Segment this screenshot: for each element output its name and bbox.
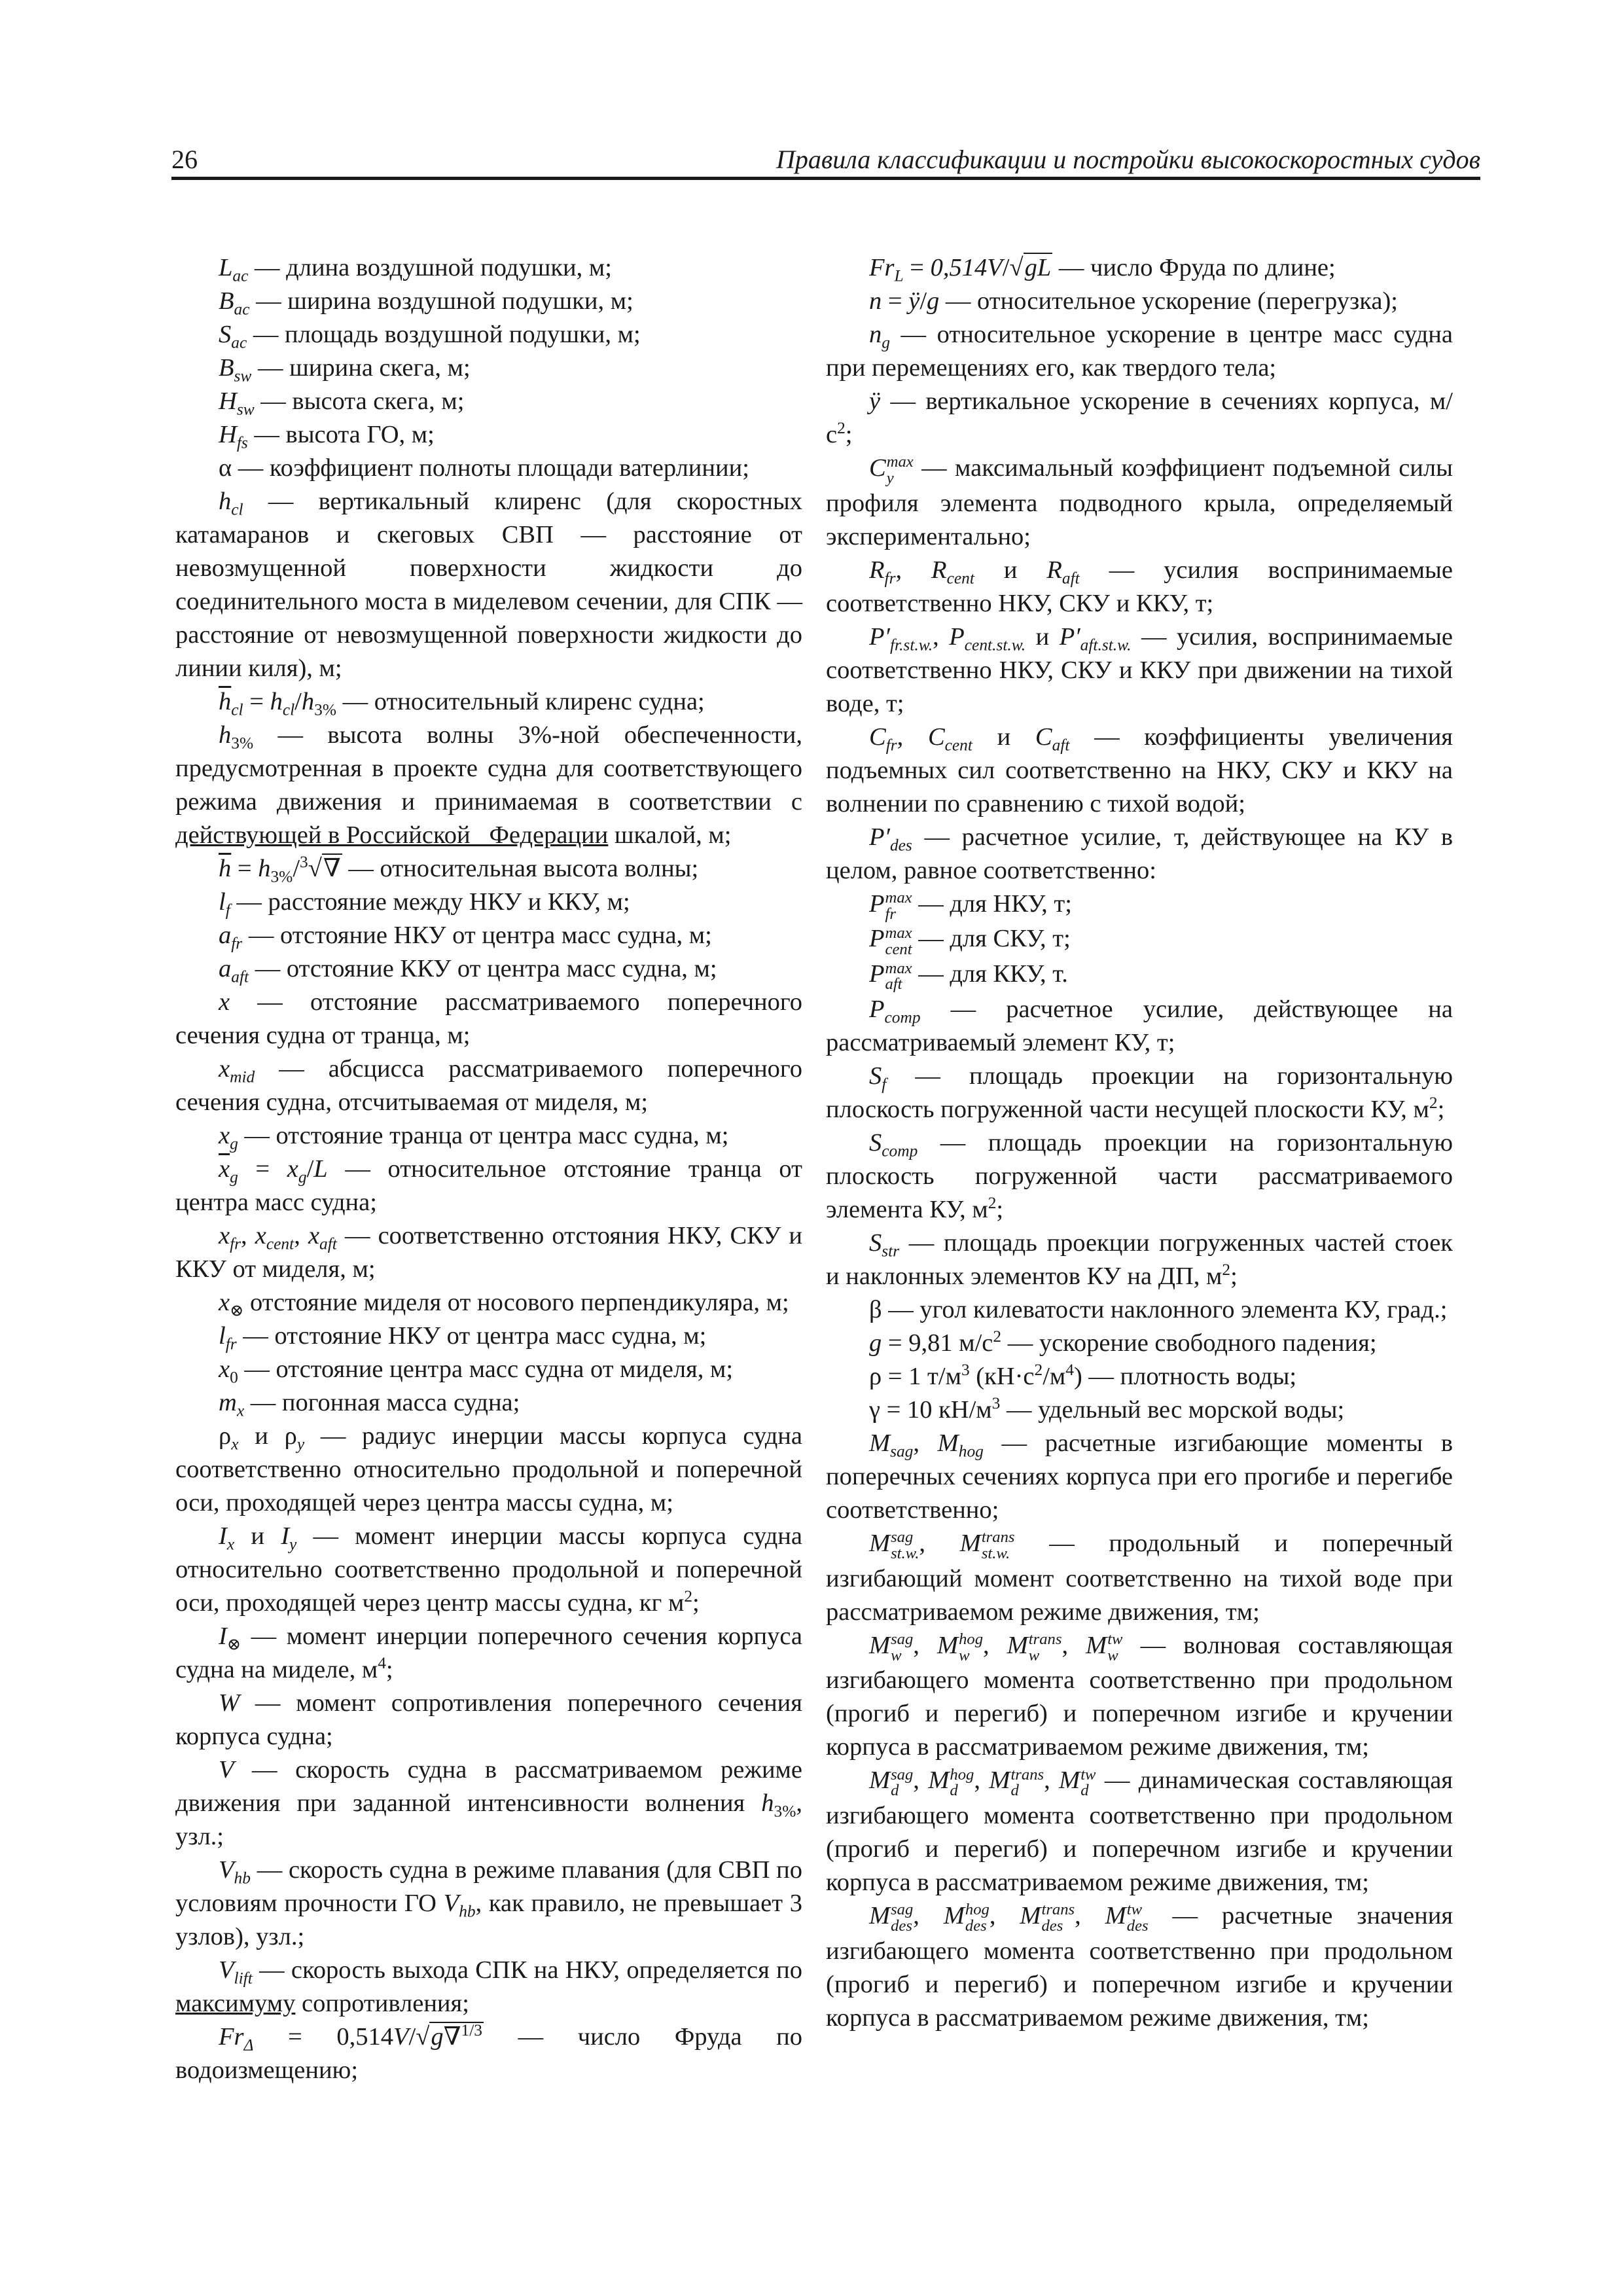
- definition-g: g = 9,81 $м/с^2$ — ускорение свободного падения;: [869, 1327, 1377, 1357]
- definition-h-fs: $H_{fs}$ — высота ГО, м;: [219, 421, 435, 452]
- definition-x-g-bar: $\overline{x}_g = x_g/L$ — относительное отстояние транца от центра масс судна;: [175, 1155, 802, 1216]
- definition-r-fr-cent-aft: $R_{fr}$, $R_{cent}$ и $R_{aft}$ — усилия воспринимаемые соответственно НКУ, СКУ и ККУ, т;: [826, 556, 1453, 617]
- definition-a-fr: $a_{fr}$ — отстояние НКУ от центра масс судна, м;: [219, 922, 712, 953]
- definition-l-fr: $l_{fr}$ — отстояние НКУ от центра масс судна, м;: [219, 1322, 707, 1354]
- definition-i-xy: $I_x$ и $I_y$ — момент инерции массы корпуса судна относительно соответственно продольной и поперечной оси, проходящей через центр массы судна, кг $м^2$;: [175, 1522, 802, 1617]
- definition-b-ac: $B_{ac}$ — ширина воздушной подушки, м;: [219, 287, 633, 319]
- definition-h-cl-bar: $\overline{h}_{cl} = h_{cl}/h_{3\%}$ — относительный клиренс судна;: [219, 688, 705, 719]
- definition-n-g: $n_g$ — относительное ускорение в центре масс судна при перемещениях его, как твердого тела;: [826, 321, 1453, 382]
- definition-a-aft: $a_{aft}$ — отстояние ККУ от центра масс судна, м;: [219, 955, 717, 986]
- definition-v-hb: $V_{hb}$ — скорость судна в режиме плавания (для СВП по условиям прочности ГО $V_{hb}$, как правило, не превышает 3 узлов), узл.;: [175, 1856, 802, 1950]
- definition-m-st-w: M sag st.w. , M trans st.w. — продольный и поперечный изгибающий момент соответственно на тихой воде при рассматриваемом режиме движения, тм;: [826, 1528, 1453, 1626]
- definition-s-str: $S_{str}$ — площадь проекции погруженных частей стоек и наклонных элементов КУ на ДП, $м^2$;: [826, 1229, 1453, 1290]
- definition-y-ddot: ÿ — вертикальное ускорение в сечениях корпуса, $м/с^2$;: [826, 387, 1453, 448]
- definition-n: n = ÿ/g — относительное ускорение (перегрузка);: [869, 287, 1398, 315]
- definition-x-mid: $x_{mid}$ — абсцисса рассматриваемого поперечного сечения судна, отсчитываемая от миделя, м;: [175, 1055, 802, 1116]
- definition-x-midship: $x_\otimes$ отстояние миделя от носового перпендикуляра, м;: [219, 1289, 789, 1320]
- definition-beta: β — угол килеватости наклонного элемента КУ, град.;: [869, 1295, 1448, 1323]
- definition-p-fr-max: P max fr — для НКУ, т;: [869, 889, 1072, 923]
- definition-s-comp: $S_{comp}$ — площадь проекции на горизонтальную плоскость погруженной части рассматриваемого элемента КУ, $м^2$;: [826, 1128, 1453, 1223]
- definition-c-fr-cent-aft: $C_{fr}$, $C_{cent}$ и $C_{aft}$ — коэффициенты увеличения подъемных сил соответственно на НКУ, СКУ и ККУ на волнении по сравнению с тихой водой;: [826, 723, 1454, 817]
- definition-l-ac: $L_{ac}$ — длина воздушной подушки, м;: [219, 254, 612, 285]
- right-column: [826, 251, 1453, 2035]
- left-column: [175, 251, 802, 2087]
- definition-m-d: M sag d , M hog d , M trans d , M tw d — динамическая составляющая изгибающего момента соответственно при продольном (прогиб и перегиб) и поперечном изгибе и кручении корпуса в рассматриваемом режиме движения, тм;: [826, 1765, 1454, 1897]
- definition-x: x — отстояние рассматриваемого поперечного сечения судна от транца, м;: [175, 988, 802, 1049]
- definition-rho: ρ = 1 $т/м^3$ $(кН\cdot с^2/м^4)$ — плотность воды;: [869, 1361, 1297, 1390]
- definition-c-y-max: C max y — максимальный коэффициент подъемной силы профиля элемента подводного крыла, определяемый экспериментально;: [826, 453, 1453, 550]
- definition-m-sag-hog: $M_{sag}$, $M_{hog}$ — расчетные изгибающие моменты в поперечных сечениях корпуса при его прогибе и перегибе соответственно;: [826, 1429, 1453, 1524]
- definition-x-fr-cent-aft: $x_{fr}$, $x_{cent}$, $x_{aft}$ — соответственно отстояния НКУ, СКУ и ККУ от миделя, м;: [175, 1222, 802, 1283]
- definition-p-cent-max: P max cent — для СКУ, т;: [869, 924, 1071, 958]
- definition-v: V — скорость судна в рассматриваемом режиме движения при заданной интенсивности волнения $h_{3\%}$, узл.;: [175, 1756, 802, 1850]
- definition-s-f: $S_f$ — площадь проекции на горизонтальную плоскость погруженной части несущей плоскости КУ, $м^2$;: [826, 1062, 1453, 1123]
- definition-fr-l: $Fr_L = 0,514V/√gL$ — число Фруда по длине;: [869, 254, 1336, 285]
- definition-x-g: $x_g$ — отстояние транца от центра масс судна, м;: [219, 1122, 729, 1153]
- definition-i-midship: $I_\otimes$ — момент инерции поперечного сечения корпуса судна на миделе, $м^4$;: [175, 1623, 802, 1683]
- page-number: 26: [171, 145, 198, 174]
- definition-v-lift: $V_{lift}$ — скорость выхода СПК на НКУ, определяется по максимуму сопротивления;: [175, 1956, 802, 2017]
- definition-fr-delta: $Fr_\Delta = 0,514V/√g\nabla^{1/3}$ — число Фруда по водоизмещению;: [175, 2021, 803, 2084]
- definition-h-3: $h_{3\%}$ — высота волны 3%-ной обеспеченности, предусмотренная в проекте судна для соответствующего режима движения и принимаемая в соответствии с действующей в Российской Федерации шкалой, м;: [175, 721, 802, 849]
- definition-p-aft-max: P max aft — для ККУ, т.: [869, 959, 1068, 994]
- definition-w: W — момент сопротивления поперечного сечения корпуса судна;: [175, 1689, 802, 1750]
- definition-m-des: M sag des , M hog des , M trans des , M tw des — расчетные значения изгибающего момента соответственно при продольном (прогиб и перегиб) и поперечном изгибе и кручении корпуса в рассматриваемом режиме движения, тм;: [826, 1901, 1454, 2032]
- definition-h-sw: $H_{sw}$ — высота скега, м;: [219, 387, 465, 419]
- definition-x-0: $x_0$ — отстояние центра масс судна от миделя, м;: [219, 1355, 734, 1387]
- definition-p-des: $P'_{des}$ — расчетное усилие, т, действующее на КУ в целом, равное соответственно:: [826, 823, 1453, 884]
- running-title: Правила классификации и постройки высокоскоростных судов: [776, 145, 1480, 174]
- definition-l-f: $l_f$ — расстояние между НКУ и ККУ, м;: [219, 888, 630, 920]
- definition-b-sw: $B_{sw}$ — ширина скега, м;: [219, 354, 471, 386]
- page-header: [171, 139, 1480, 180]
- definition-m-x: $m_x$ — погонная масса судна;: [219, 1389, 520, 1420]
- definition-h-cl: $h_{cl}$ — вертикальный клиренс (для скоростных катамаранов и скеговых СВП — расстояние от невозмущенной поверхности жидкости до соединительного моста в миделевом сечении, для СПК — расстояние от невозмущенной поверхности жидкости до линии киля), м;: [175, 488, 802, 682]
- definition-rho-xy: $\rho_x$ и $\rho_y$ — радиус инерции массы корпуса судна соответственно относительно продольной и поперечной оси, проходящей через центра массы судна, м;: [175, 1422, 802, 1516]
- definition-p-comp: $P_{comp}$ — расчетное усилие, действующее на рассматриваемый элемент КУ, т;: [826, 995, 1453, 1056]
- definition-gamma: γ = 10 $кН/м^3$ — удельный вес морской воды;: [869, 1394, 1345, 1424]
- definition-p-st-w: $P'_{fr.st.w.}$, $P_{cent.st.w.}$ и $P'_{aft.st.w.}$ — усилия, воспринимаемые соответственно НКУ, СКУ и ККУ при движении на тихой воде, т;: [826, 622, 1453, 717]
- definition-h-bar: $\overline{h} = h_{3\%}/^3√\nabla$ — относительная высота волны;: [219, 853, 699, 886]
- definition-s-ac: $S_{ac}$ — площадь воздушной подушки, м;: [219, 321, 641, 352]
- definition-alpha: α — коэффициент полноты площади ватерлинии;: [219, 454, 749, 482]
- definition-m-w: M sag w , M hog w , M trans w , M tw w — волновая составляющая изгибающего момента соответственно при продольном (прогиб и перегиб) и поперечном изгибе и кручении корпуса в рассматриваемом режиме движения, тм;: [826, 1630, 1453, 1761]
